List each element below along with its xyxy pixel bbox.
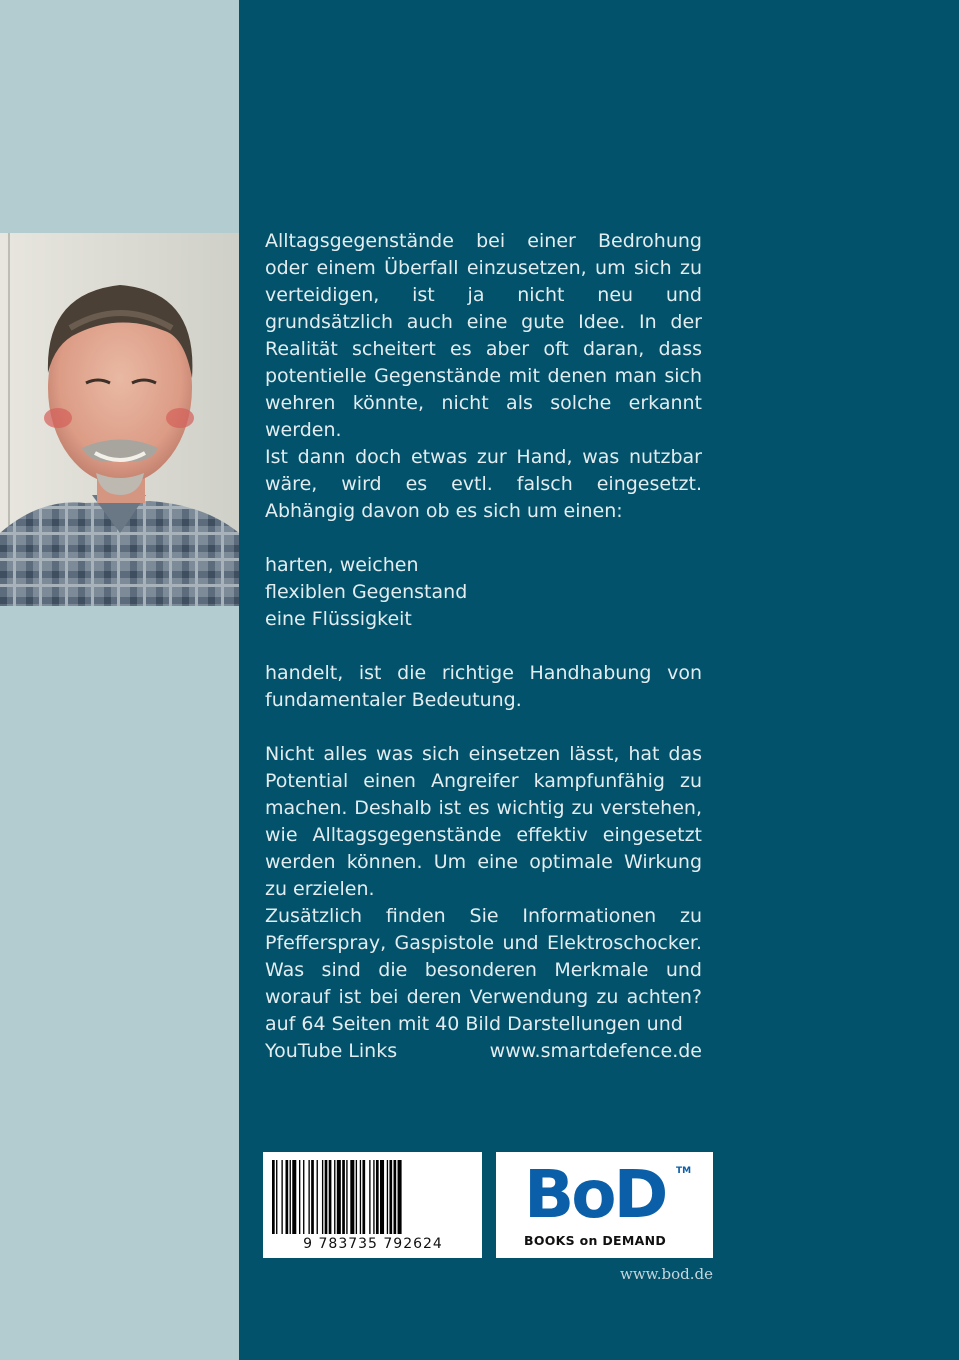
back-cover-blurb bbox=[265, 228, 702, 1065]
barcode-bar bbox=[389, 1160, 392, 1234]
bod-logo-text: BoD bbox=[524, 1156, 666, 1233]
trademark-mark: TM bbox=[676, 1166, 692, 1176]
barcode-bar bbox=[360, 1160, 361, 1234]
barcode-bar bbox=[276, 1160, 277, 1234]
barcode-bar bbox=[369, 1160, 370, 1234]
barcode-bar bbox=[346, 1160, 347, 1234]
blurb-paragraph-1: Alltagsgegenstände bei einer Bedrohung oder einem Überfall einzusetzen, um sich zu verteidigen, ist ja nicht neu und grundsätzlich auch eine gute Idee. In der Realität scheitert es aber oft daran, dass potentielle Gegenstände mit denen man sich wehren könnte, nicht als solche erkannt werden. bbox=[265, 230, 702, 441]
barcode-bar bbox=[362, 1160, 365, 1234]
barcode-bar bbox=[350, 1160, 354, 1234]
barcode-bar bbox=[387, 1160, 388, 1234]
blurb-last-line bbox=[265, 1038, 702, 1065]
list-item: flexiblen Gegenstand bbox=[265, 581, 468, 603]
barcode-bar bbox=[329, 1160, 332, 1234]
author-portrait bbox=[0, 233, 239, 606]
barcode-bar bbox=[303, 1160, 304, 1234]
barcode-bar bbox=[308, 1160, 309, 1234]
barcode-bar bbox=[380, 1160, 384, 1234]
barcode-bar bbox=[281, 1160, 282, 1234]
list-item: eine Flüssigkeit bbox=[265, 608, 412, 630]
barcode-bar bbox=[376, 1160, 379, 1234]
barcode-bar bbox=[342, 1160, 345, 1234]
isbn-barcode bbox=[263, 1152, 482, 1258]
barcode-bar bbox=[286, 1160, 289, 1234]
list-item: harten, weichen bbox=[265, 554, 419, 576]
barcode-bar bbox=[337, 1160, 341, 1234]
barcode-bar bbox=[299, 1160, 300, 1234]
barcode-bar bbox=[356, 1160, 357, 1234]
barcode-bar bbox=[325, 1160, 328, 1234]
publisher-url[interactable]: www.bod.de bbox=[620, 1265, 713, 1283]
barcode-bar bbox=[317, 1160, 318, 1234]
barcode-icon bbox=[272, 1160, 473, 1234]
youtube-links-text: YouTube Links bbox=[265, 1040, 398, 1062]
blurb-paragraph-5: Zusätzlich finden Sie Informationen zu Pfefferspray, Gaspistole und Elektroschocker. Was sind die besonderen Merkmale und worauf ist bei deren Verwendung zu achten? auf 64 Seiten mit 40 Bild Darstellungen und bbox=[265, 905, 702, 1035]
left-color-band bbox=[0, 0, 239, 1360]
barcode-bar bbox=[292, 1160, 296, 1234]
barcode-bar bbox=[373, 1160, 374, 1234]
barcode-bar bbox=[398, 1160, 402, 1234]
barcode-bar bbox=[272, 1160, 275, 1234]
barcode-bar bbox=[311, 1160, 314, 1234]
barcode-bar bbox=[322, 1160, 323, 1234]
barcode-bar bbox=[334, 1160, 335, 1234]
blurb-paragraph-2: Ist dann doch etwas zur Hand, was nutzbar wäre, wird es evtl. falsch eingesetzt. Abhängig davon ob es sich um einen: bbox=[265, 446, 702, 522]
blurb-paragraph-4: Nicht alles was sich einsetzen lässt, hat das Potential einen Angreifer kampfunfähig zu machen. Deshalb ist es wichtig zu verstehen, wie Alltagsgegenstände effektiv eingesetzt werden können. Um eine optimale Wirkung zu erzielen. bbox=[265, 743, 702, 900]
barcode-bar bbox=[394, 1160, 397, 1234]
publisher-logo bbox=[496, 1152, 713, 1258]
website-link[interactable]: www.smartdefence.de bbox=[489, 1040, 702, 1062]
isbn-number: 9 783735 792624 bbox=[303, 1236, 443, 1252]
publisher-tagline: BOOKS on DEMAND bbox=[524, 1233, 667, 1248]
barcode-bar bbox=[290, 1160, 291, 1234]
blurb-paragraph-3: handelt, ist die richtige Handhabung von fundamentaler Bedeutung. bbox=[265, 662, 702, 711]
